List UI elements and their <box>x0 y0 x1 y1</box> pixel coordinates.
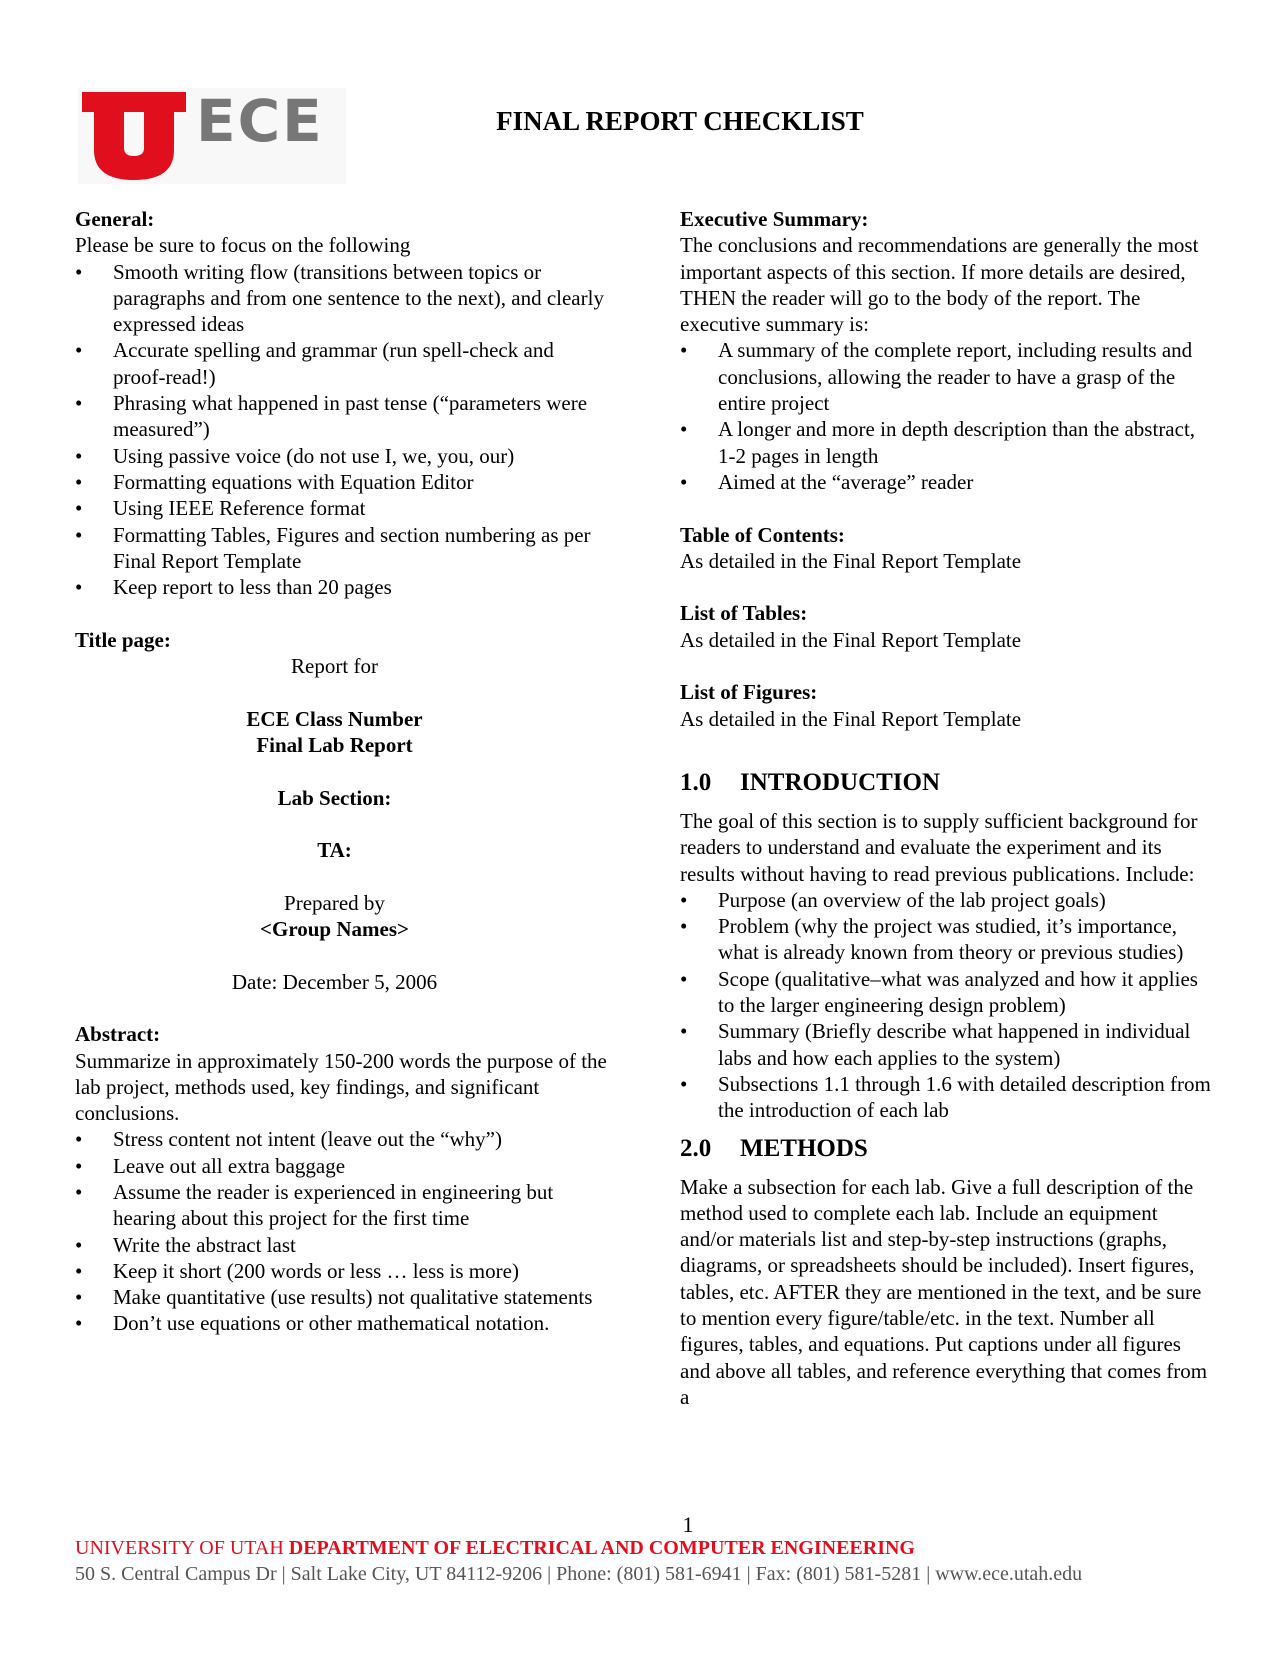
introduction-title: INTRODUCTION <box>740 768 941 796</box>
footer-department: DEPARTMENT OF ELECTRICAL AND COMPUTER ENGINEERING <box>288 1537 915 1559</box>
general-intro: Please be sure to focus on the following <box>75 233 411 258</box>
list-item: • Keep it short (200 words or less … less is more) <box>75 1258 610 1284</box>
list-item: • Phrasing what happened in past tense (“parameters were measured”) <box>75 390 610 443</box>
lot-heading: List of Tables: <box>680 601 808 626</box>
list-item: • A longer and more in depth description than the abstract, 1-2 pages in length <box>680 416 1215 469</box>
list-item: • Subsections 1.1 through 1.6 with detailed description from the introduction of each lab <box>680 1071 1215 1124</box>
list-item: • Using passive voice (do not use I, we, you, our) <box>75 443 610 469</box>
footer-address: 50 S. Central Campus Dr | Salt Lake City, UT 84112-9206 | Phone: (801) 581-6941 | Fax: (801) 581-5281 | www.ece.utah.edu <box>75 1563 1083 1585</box>
list-item: • Write the abstract last <box>75 1232 610 1258</box>
list-item: • Problem (why the project was studied, it’s importance, what is already known from theory or previous studies) <box>680 913 1215 966</box>
list-item: • Stress content not intent (leave out the “why”) <box>75 1126 610 1152</box>
title-class-number: ECE Class Number <box>246 706 423 731</box>
introduction-list <box>680 887 1215 1124</box>
footer-institution <box>75 1536 915 1560</box>
methods-title: METHODS <box>740 1134 868 1162</box>
left-column <box>75 206 610 1337</box>
title-final-lab-report: Final Lab Report <box>256 732 413 757</box>
right-column <box>680 206 1215 1410</box>
methods-text: Make a subsection for each lab. Give a full description of the method used to complete each lab. Include an equipment and/or materials list and step-by-step instructions (graphs, diagrams, or spreadsheets should be included). Insert figures, tables, etc. AFTER they are mentioned in the text, and be sure to mention every figure/table/etc. in the text. Number all figures, tables, and equations. Put captions under all figures and above all tables, and reference everything that comes from a <box>680 1174 1208 1409</box>
introduction-intro: The goal of this section is to supply sufficient background for readers to understand and evaluate the experiment and its results without having to read previous publications. Include: <box>680 808 1198 886</box>
methods-number: 2.0 <box>680 1134 712 1162</box>
list-item: • Purpose (an overview of the lab project goals) <box>680 887 1215 913</box>
methods-heading <box>680 1134 1215 1164</box>
title-group-names: <Group Names> <box>260 917 409 942</box>
list-item: • Scope (qualitative–what was analyzed and how it applies to the larger engineering design problem) <box>680 966 1215 1019</box>
list-item: • Accurate spelling and grammar (run spell-check and proof-read!) <box>75 337 610 390</box>
list-item: • Formatting equations with Equation Editor <box>75 469 610 495</box>
exec-summary-intro: The conclusions and recommendations are generally the most important aspects of this section. If more details are desired, THEN the reader will go to the body of the report. The executive summary is: <box>680 233 1199 337</box>
exec-summary-list <box>680 337 1215 495</box>
title-page-heading: Title page: <box>75 627 171 652</box>
page-number: 1 <box>682 1512 694 1537</box>
list-item: • Aimed at the “average” reader <box>680 469 1215 495</box>
list-item: • Summary (Briefly describe what happened in individual labs and how each applies to the system) <box>680 1018 1215 1071</box>
list-item: • Don’t use equations or other mathematical notation. <box>75 1310 610 1336</box>
lof-heading: List of Figures: <box>680 680 818 705</box>
exec-summary-heading: Executive Summary: <box>680 207 869 231</box>
general-heading: General: <box>75 207 155 231</box>
list-item: • Leave out all extra baggage <box>75 1153 610 1179</box>
toc-heading: Table of Contents: <box>680 522 845 547</box>
list-item: • Using IEEE Reference format <box>75 495 610 521</box>
toc-text: As detailed in the Final Report Template <box>680 548 1022 573</box>
abstract-heading: Abstract: <box>75 1022 161 1047</box>
footer-university: UNIVERSITY OF UTAH <box>75 1537 289 1559</box>
abstract-list <box>75 1126 610 1336</box>
abstract-intro: Summarize in approximately 150-200 words the purpose of the lab project, methods used, key findings, and significant conclusions. <box>75 1048 607 1126</box>
list-item: • Smooth writing flow (transitions between topics or paragraphs and from one sentence to the next), and clearly expressed ideas <box>75 259 610 338</box>
title-ta: TA: <box>317 838 352 863</box>
list-item: • Keep report to less than 20 pages <box>75 574 610 600</box>
title-lab-section: Lab Section: <box>277 785 392 810</box>
title-prepared-by: Prepared by <box>284 890 385 915</box>
title-date: Date: December 5, 2006 <box>231 969 438 994</box>
logo-ece-text: ECE <box>196 87 324 155</box>
list-item: • A summary of the complete report, including results and conclusions, allowing the reader to have a grasp of the entire project <box>680 337 1215 416</box>
introduction-heading <box>680 768 1215 798</box>
lot-text: As detailed in the Final Report Template <box>680 627 1022 652</box>
page-title: FINAL REPORT CHECKLIST <box>496 106 864 136</box>
lof-text: As detailed in the Final Report Template <box>680 706 1022 731</box>
list-item: • Make quantitative (use results) not qualitative statements <box>75 1284 610 1310</box>
list-item: • Assume the reader is experienced in engineering but hearing about this project for the first time <box>75 1179 610 1232</box>
list-item: • Formatting Tables, Figures and section numbering as per Final Report Template <box>75 522 610 575</box>
title-report-for: Report for <box>291 654 378 679</box>
general-list <box>75 259 610 601</box>
introduction-number: 1.0 <box>680 768 712 796</box>
